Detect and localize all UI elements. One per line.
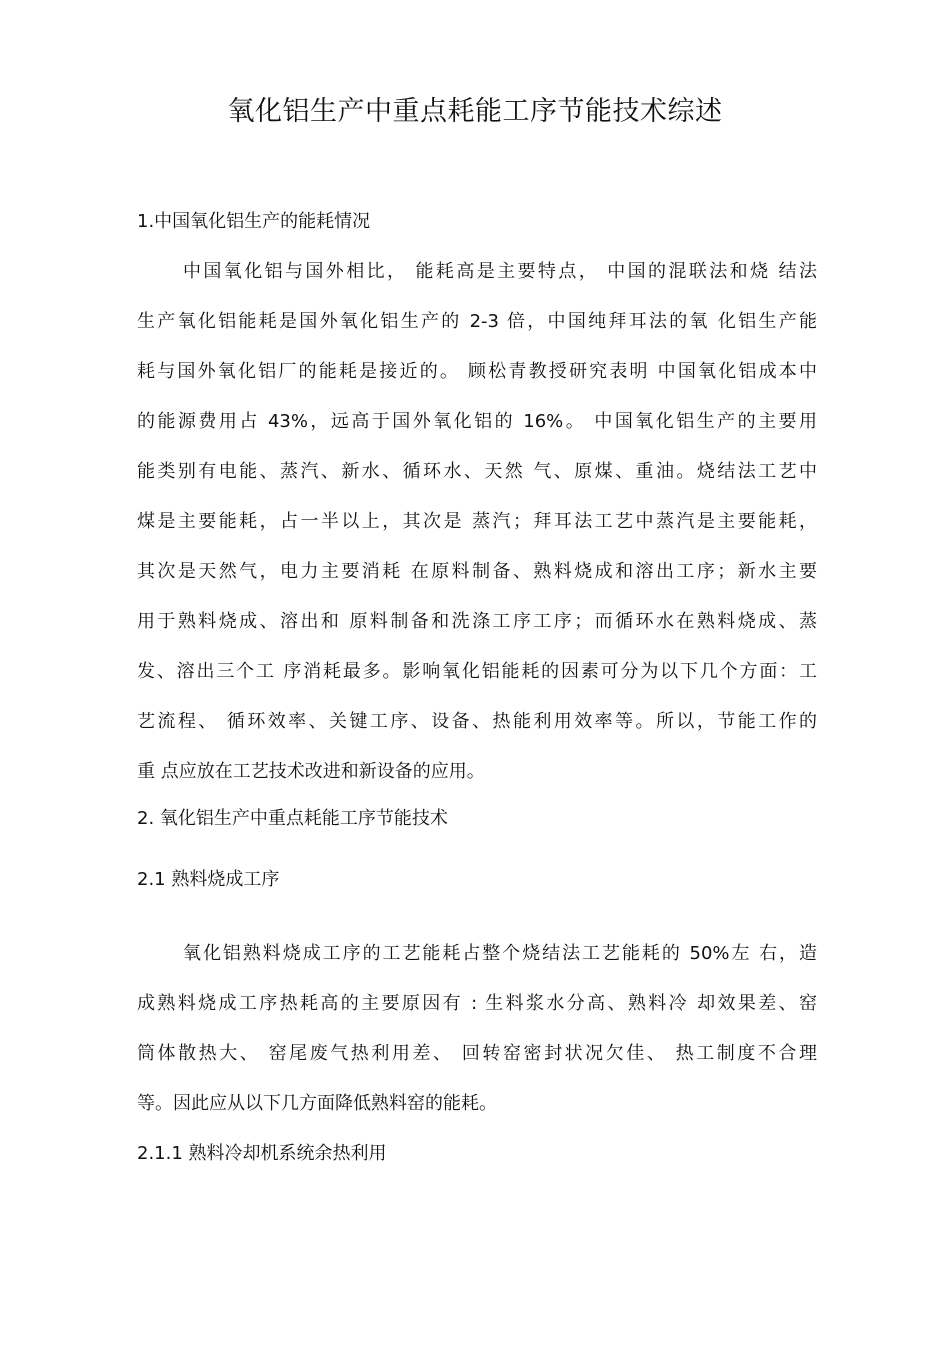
section-heading-2-1: 2.1 熟料烧成工序	[137, 869, 280, 890]
paragraph-line: 的能源费用占 43%，远高于国外氧化铝的 16%。 中国氧化铝生产的主要用	[137, 411, 817, 432]
paragraph-line: 生产氧化铝能耗是国外氧化铝生产的 2-3 倍，中国纯拜耳法的氧 化铝生产能	[137, 311, 817, 332]
paragraph-line: 等。因此应从以下几方面降低熟料窑的能耗。	[137, 1093, 497, 1114]
paragraph-line: 艺流程、 循环效率、关键工序、设备、热能利用效率等。所以，节能工作的	[137, 711, 817, 732]
section-1-paragraph	[137, 247, 817, 797]
paragraph-line: 其次是天然气，电力主要消耗 在原料制备、熟料烧成和溶出工序；新水主要	[137, 561, 817, 582]
paragraph-line: 煤是主要能耗，占一半以上，其次是 蒸汽；拜耳法工艺中蒸汽是主要能耗，	[137, 511, 817, 532]
paragraph-line: 重 点应放在工艺技术改进和新设备的应用。	[137, 761, 485, 782]
paragraph-line: 氧化铝熟料烧成工序的工艺能耗占整个烧结法工艺能耗的 50%左 右，造	[183, 943, 817, 964]
section-2-1-paragraph	[137, 929, 817, 1129]
section-heading-2-1-1: 2.1.1 熟料冷却机系统余热利用	[137, 1143, 387, 1164]
document-title: 氧化铝生产中重点耗能工序节能技术综述	[227, 96, 723, 127]
paragraph-line: 筒体散热大、 窑尾废气热利用差、 回转窑密封状况欠佳、 热工制度不合理	[137, 1043, 817, 1064]
section-heading-1: 1.中国氧化铝生产的能耗情况	[137, 211, 371, 232]
paragraph-line: 发、溶出三个工 序消耗最多。影响氧化铝能耗的因素可分为以下几个方面：工	[137, 661, 817, 682]
paragraph-line: 耗与国外氧化铝厂的能耗是接近的。 顾松青教授研究表明 中国氧化铝成本中	[137, 361, 817, 382]
paragraph-line: 能类别有电能、蒸汽、新水、循环水、天然 气、原煤、重油。烧结法工艺中	[137, 461, 817, 482]
section-heading-2: 2. 氧化铝生产中重点耗能工序节能技术	[137, 808, 448, 829]
paragraph-line: 成熟料烧成工序热耗高的主要原因有 : 生料浆水分高、熟料冷 却效果差、窑	[137, 993, 817, 1014]
paragraph-line: 中国氧化铝与国外相比， 能耗高是主要特点， 中国的混联法和烧 结法	[183, 261, 817, 282]
paragraph-line: 用于熟料烧成、溶出和 原料制备和洗涤工序工序；而循环水在熟料烧成、蒸	[137, 611, 817, 632]
